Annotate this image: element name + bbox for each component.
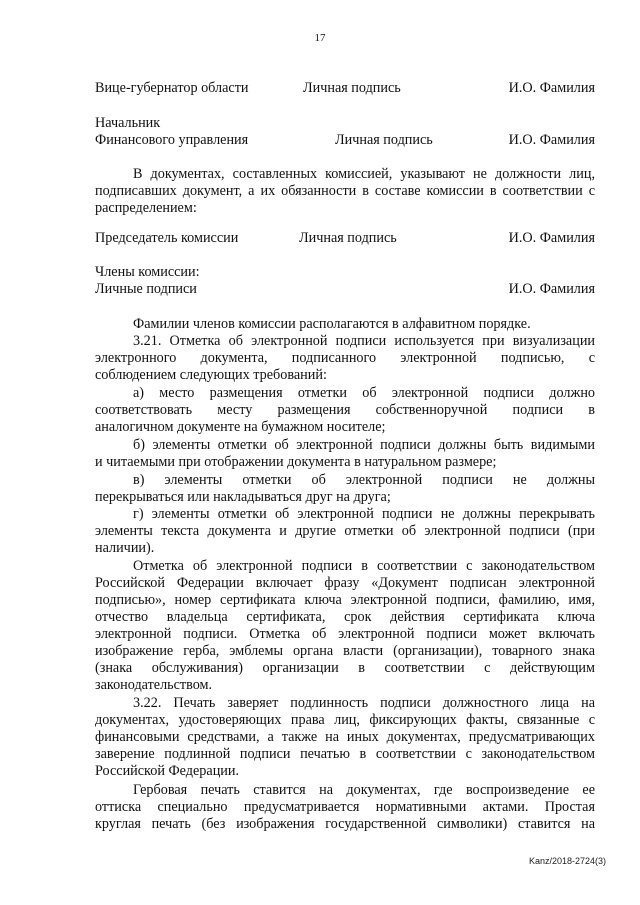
body-line: изображение герба, эмблемы органа власти (организации), товарного знака xyxy=(95,643,595,659)
name-label: И.О. Фамилия xyxy=(508,230,595,246)
body-line: перекрываться или накладываться друг на друга; xyxy=(95,489,391,505)
body-line: электронной подписи. Отметка об электронной подписи может включать xyxy=(95,626,595,642)
page-number: 17 xyxy=(314,32,326,44)
body-line: круглая печать (без изображения государственной символики) ставится на xyxy=(95,816,595,832)
body-line: оттиска специально предусматривается нормативными актами. Простая xyxy=(95,799,595,815)
body-line: и читаемыми при отображении документа в натуральном размере; xyxy=(95,454,497,470)
signatures-label: Личные подписи xyxy=(95,281,197,297)
body-line: элементы текста документа и другие отметки об электронной подписи (при xyxy=(95,523,595,539)
body-line: наличии). xyxy=(95,540,155,556)
body-line: Гербовая печать ставится на документах, где воспроизведение ее xyxy=(133,782,595,798)
body-line: документах, удостоверяющих права лиц, фиксирующих факты, связанные с xyxy=(95,712,595,728)
body-line: Фамилии членов комиссии располагаются в алфавитном порядке. xyxy=(133,316,531,332)
signature-label: Личная подпись xyxy=(303,80,401,96)
body-line: законодательством. xyxy=(95,677,213,693)
document-code: Kanz/2018-2724(3) xyxy=(528,856,606,866)
body-line: аналогичном документе на бумажном носителе; xyxy=(95,419,386,435)
position-label: Вице-губернатор области xyxy=(95,80,249,96)
name-label: И.О. Фамилия xyxy=(508,80,595,96)
body-line: отчество владельца сертификата, срок действия сертификата ключа xyxy=(95,609,595,625)
position-label-line2: Финансового управления xyxy=(95,132,249,148)
body-line: б) элементы отметки об электронной подписи должны быть видимыми xyxy=(133,437,595,453)
name-label: И.О. Фамилия xyxy=(508,132,595,148)
body-line: в) элементы отметки об электронной подписи не должны xyxy=(133,472,595,488)
signature-label: Личная подпись xyxy=(299,230,397,246)
commission-note-paragraph: В документах, составленных комиссией, указывают не должности лиц, подписавших документ, а их обязанности в составе комиссии в соответствии с распределением: xyxy=(95,166,595,216)
body-line: финансовыми средствами, а также на иных документах, предусматривающих xyxy=(95,729,595,745)
body-line: Российской Федерации. xyxy=(95,763,240,779)
position-label-line1: Начальник xyxy=(95,115,161,131)
body-line: соответствовать месту размещения собственноручной подписи в xyxy=(95,402,595,418)
signature-label: Личная подпись xyxy=(335,132,433,148)
body-line: соблюдением следующих требований: xyxy=(95,367,327,383)
body-line: г) элементы отметки об электронной подписи не должны перекрывать xyxy=(133,506,595,522)
signature-row-finance-head xyxy=(95,132,595,149)
body-line: 3.22. Печать заверяет подлинность подписи должностного лица на xyxy=(133,695,595,711)
position-label: Председатель комиссии xyxy=(95,230,239,246)
body-line: Российской Федерации включает фразу «Документ подписан электронной xyxy=(95,575,595,591)
name-label: И.О. Фамилия xyxy=(508,281,595,297)
body-line: электронного документа, подписанного электронной подписью, с xyxy=(95,350,595,366)
signature-row-commission-members xyxy=(95,281,595,298)
signature-row-commission-chair xyxy=(95,230,595,247)
body-line: 3.21. Отметка об электронной подписи используется при визуализации xyxy=(133,333,595,349)
body-line: а) место размещения отметки об электронной подписи должно xyxy=(133,385,595,401)
signature-row-vice-governor xyxy=(95,80,595,97)
commission-members-label: Члены комиссии: xyxy=(95,264,200,280)
body-line: (знака обслуживания) организации в соответствии с действующим xyxy=(95,660,595,676)
body-line: Отметка об электронной подписи в соответствии с законодательством xyxy=(133,558,595,574)
body-line: подписью», номер сертификата ключа электронной подписи, фамилию, имя, xyxy=(95,592,595,608)
body-line: заверение подлинной подписи печатью в соответствии с законодательством xyxy=(95,746,595,762)
